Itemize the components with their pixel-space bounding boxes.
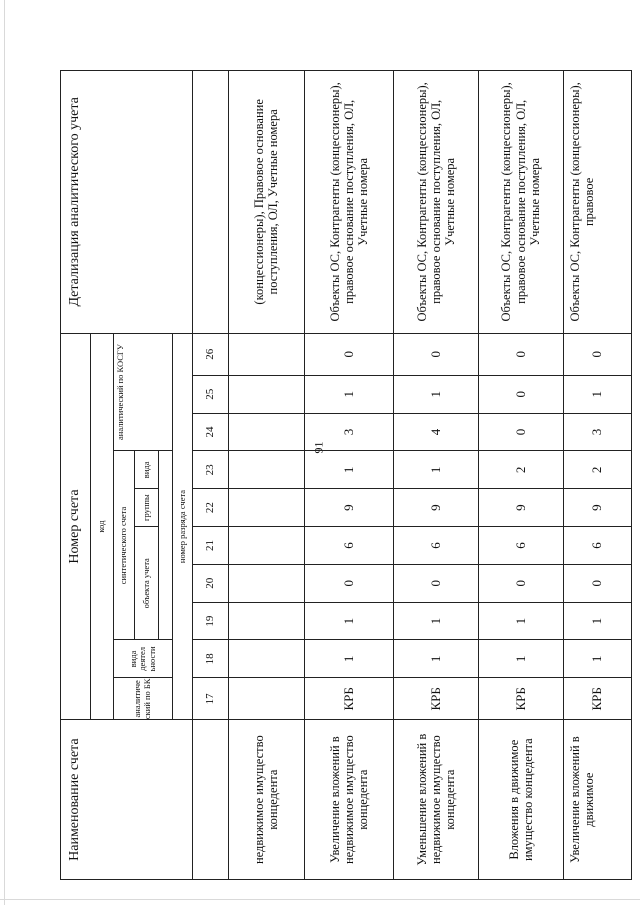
- value-cell: [228, 564, 304, 602]
- value-cell: 0: [479, 564, 564, 602]
- value-cell: 1: [563, 640, 631, 678]
- value-cell: [228, 489, 304, 527]
- value-cell: КРБ: [394, 678, 479, 720]
- header-analytic-kosgu: аналитический по КОСГУ: [114, 333, 173, 451]
- value-cell: 0: [479, 375, 564, 413]
- value-cell: 1: [305, 602, 394, 640]
- header-kind: вида: [135, 451, 158, 489]
- value-cell: 1: [479, 602, 564, 640]
- digits-row-blank: [192, 720, 228, 880]
- header-group: группы: [135, 489, 158, 527]
- header-digit-number: номер разряда счета: [173, 333, 192, 720]
- account-name-cell: Увеличение вложений в движимое: [563, 720, 631, 880]
- digit-cell: 26: [192, 333, 228, 375]
- value-cell: 1: [305, 451, 394, 489]
- value-cell: КРБ: [305, 678, 394, 720]
- detail-cell: Объекты ОС, Контрагенты (концессионеры), правовое основание поступления, ОЛ, Учетные номера: [479, 71, 564, 334]
- value-cell: 6: [563, 527, 631, 565]
- value-cell: 1: [394, 375, 479, 413]
- detail-cell: (концессионеры), Правовое основание поступления, ОЛ, Учетные номера: [228, 71, 304, 334]
- value-cell: 1: [479, 640, 564, 678]
- value-cell: КРБ: [563, 678, 631, 720]
- value-cell: [228, 375, 304, 413]
- value-cell: 6: [305, 527, 394, 565]
- value-cell: 9: [394, 489, 479, 527]
- account-name-cell: Увеличение вложений в недвижимое имущество концедента: [305, 720, 394, 880]
- value-cell: 0: [305, 333, 394, 375]
- header-synthetic-spacer: [158, 451, 173, 640]
- digit-cell: 19: [192, 602, 228, 640]
- value-cell: 1: [563, 602, 631, 640]
- value-cell: 2: [479, 451, 564, 489]
- value-cell: 0: [394, 564, 479, 602]
- value-cell: 0: [305, 564, 394, 602]
- header-activity-type: вида деятел ьности: [114, 640, 173, 678]
- value-cell: 2: [563, 451, 631, 489]
- value-cell: 0: [563, 333, 631, 375]
- value-cell: [228, 602, 304, 640]
- value-cell: [228, 333, 304, 375]
- value-cell: 1: [305, 375, 394, 413]
- digit-cell: 23: [192, 451, 228, 489]
- value-cell: 1: [394, 640, 479, 678]
- digit-cell: 22: [192, 489, 228, 527]
- digit-cell: 24: [192, 413, 228, 451]
- rotated-table-wrapper: [60, 70, 632, 880]
- value-cell: 0: [394, 333, 479, 375]
- value-cell: [228, 640, 304, 678]
- account-name-cell: недвижимое имущество концедента: [228, 720, 304, 880]
- scan-edge-bottom: [0, 899, 640, 900]
- header-analytic-bk: аналитиче ский по БК: [114, 678, 173, 720]
- value-cell: 3: [305, 413, 394, 451]
- value-cell: [228, 451, 304, 489]
- header-detail: Детализация аналитического учета: [61, 71, 193, 334]
- account-table: [60, 70, 632, 880]
- value-cell: 0: [479, 413, 564, 451]
- digits-row-blank-detail: [192, 71, 228, 334]
- digit-cell: 21: [192, 527, 228, 565]
- value-cell: 1: [394, 602, 479, 640]
- account-name-cell: Вложения в движимое имущество концедента: [479, 720, 564, 880]
- value-cell: 0: [479, 333, 564, 375]
- account-name-cell: Уменьшение вложений в недвижимое имущество концедента: [394, 720, 479, 880]
- scan-edge-left: [4, 0, 5, 905]
- header-synthetic: синтетического счета: [114, 451, 135, 640]
- value-cell: [228, 678, 304, 720]
- value-cell: 1: [305, 640, 394, 678]
- digit-cell: 17: [192, 678, 228, 720]
- value-cell: 9: [479, 489, 564, 527]
- digit-cell: 25: [192, 375, 228, 413]
- page-number: 91: [311, 441, 326, 454]
- value-cell: [228, 527, 304, 565]
- header-account-name: Наименование счета: [61, 720, 193, 880]
- value-cell: 9: [305, 489, 394, 527]
- value-cell: 3: [563, 413, 631, 451]
- digit-cell: 20: [192, 564, 228, 602]
- value-cell: 9: [563, 489, 631, 527]
- detail-cell: Объекты ОС, Контрагенты (концессионеры), правовое: [563, 71, 631, 334]
- value-cell: 6: [479, 527, 564, 565]
- detail-cell: Объекты ОС, Контрагенты (концессионеры), правовое основание поступления, ОЛ, Учетные номера: [305, 71, 394, 334]
- value-cell: КРБ: [479, 678, 564, 720]
- value-cell: 1: [563, 375, 631, 413]
- value-cell: 6: [394, 527, 479, 565]
- header-code: код: [90, 333, 113, 720]
- header-account-number: Номер счета: [61, 333, 91, 720]
- detail-cell: Объекты ОС, Контрагенты (концессионеры), правовое основание поступления, ОЛ, Учетные номера: [394, 71, 479, 334]
- digit-cell: 18: [192, 640, 228, 678]
- value-cell: 1: [394, 451, 479, 489]
- value-cell: 4: [394, 413, 479, 451]
- value-cell: [228, 413, 304, 451]
- value-cell: 0: [563, 564, 631, 602]
- header-object: объекта учета: [135, 527, 158, 640]
